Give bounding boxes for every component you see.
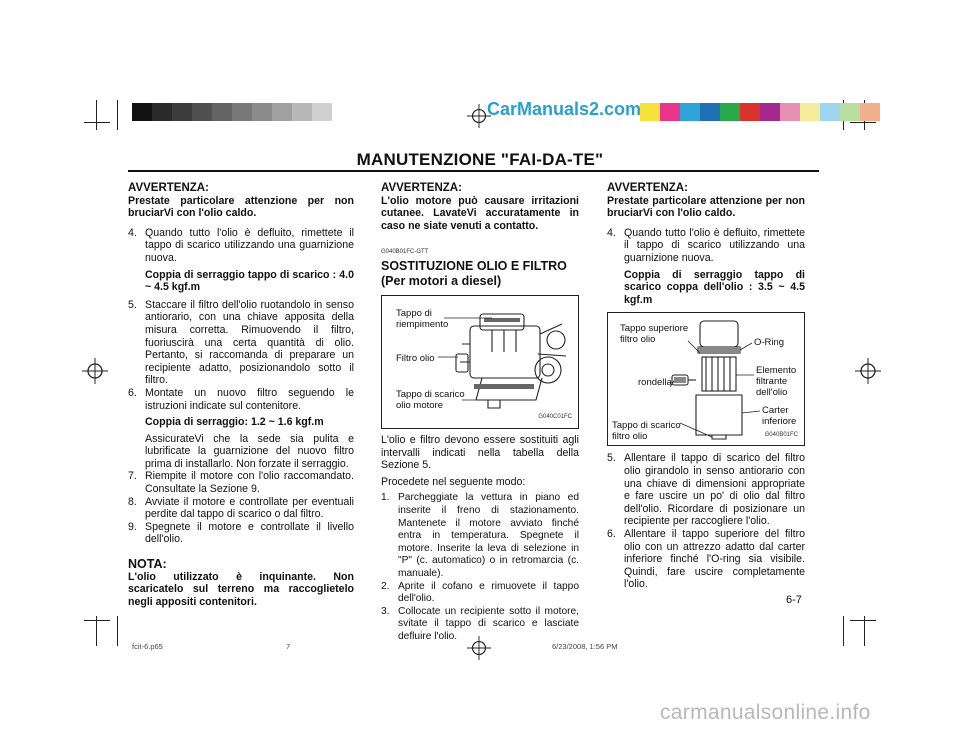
leader-lines [608,313,804,445]
color-swatch [760,103,780,121]
list-item: 4. Quando tutto l'olio è defluito, rimettete il tappo di scarico utilizzando una guarnizione nuova. [607,226,805,264]
grayscale-swatch [212,103,232,121]
grayscale-swatch [312,103,332,121]
warning-text: Prestate particolare attenzione per non bruciarVi con l'olio caldo. [128,194,354,220]
figure-code: G040B01FC [764,431,798,438]
figure-code: G040C01FC [538,414,572,421]
torque-drain: Coppia di serraggio tappo di scarico : 4.0 ~ 4.5 kgf.m [145,268,354,294]
warning-title: AVVERTENZA: [607,182,688,194]
label-o-ring: O-Ring [754,337,785,349]
registration-target-icon [82,358,108,384]
column-left [128,182,354,608]
torque-filter: Coppia di serraggio: 1.2 ~ 1.6 kgf.m [145,416,324,429]
list-item: 6. Montate un nuovo filtro seguendo le istruzioni indicate sul contenitore. [128,386,354,412]
list-item: 7. Riempite il motore con l'olio raccomandato. Consultate la Sezione 9. [128,470,354,496]
color-swatch [640,103,660,121]
label-lower-case: Carter inferiore [762,405,797,428]
color-swatch [720,103,740,121]
registration-target-icon [855,358,881,384]
footer-file: fcit-6.p65 [132,642,163,651]
color-swatch [740,103,760,121]
color-swatch [820,103,840,121]
warning-text: Prestate particolare attenzione per non bruciarVi con l'olio caldo. [607,194,805,220]
leader-lines [382,296,578,428]
column-right [607,182,805,591]
label-drain-plug: Tappo di scarico filtro olio [612,420,681,443]
list-item: 6. Allentare il tappo superiore del filtro olio con un attrezzo adatto dal carter inferiore finché l'O-ring sia visibile. Quindi, fare uscire completamente l'olio. [607,527,805,591]
grayscale-swatch [152,103,172,121]
label-filter-element: Elemento filtrante dell'olio [756,365,797,399]
watermark: carmanualsonline.info [660,701,871,724]
procedure-text: Procedete nel seguente modo: [381,475,526,488]
section-subtitle: (Per motori a diesel) [381,273,502,288]
grayscale-swatch [252,103,272,121]
warning-title: AVVERTENZA: [381,182,462,194]
color-bar [640,103,880,121]
list-item: 5. Allentare il tappo di scarico del filtro olio girandolo in senso antiorario con una chiave di dimensioni appropriate e fare uscire un po' di olio dal filtro dell'olio. Ricordare di posizionare un recipiente per raccogliere l'olio. [607,452,805,528]
oil-filter-figure [607,312,805,446]
grayscale-swatch [232,103,252,121]
list-item: 5. Staccare il filtro dell'olio ruotandolo in senso antiorario, con una chiave apposita della misura corretta. Rimuovendo il filtro, fuoriuscirà una certa quantità di olio. Pertanto, si raccomanda di preparare un recipiente adatto, posizionandolo sotto il filtro. [128,298,354,387]
torque-drain: Coppia di serraggio tappo di scarico coppa dell'olio : 3.5 ~ 4.5 kgf.m [624,268,805,306]
label-oil-filter: Filtro olio [396,352,435,364]
warning-title: AVVERTENZA: [128,182,209,194]
grayscale-swatch [172,103,192,121]
list-item: 9. Spegnete il motore e controllate il livello dell'olio. [128,520,354,546]
color-swatch [800,103,820,121]
list-item: 1. Parcheggiate la vettura in piano ed inserite il freno di stazionamento. Mantenete il motore avviato finché entra in temperatura. Spegnete il motore. Inserite la leva di selezione in "P" (c. automatico) o in retromarcia (c. manuale). [381,492,579,579]
color-swatch [780,103,800,121]
footer-date: 6/23/2008, 1:56 PM [552,642,618,651]
grayscale-swatch [292,103,312,121]
intro-text: L'olio e filtro devono essere sostituiti agli intervalli indicati nella tabella della Sezione 5. [381,433,579,472]
assure-text: AssicurateVi che la sede sia pulita e lubrificate la guarnizione del nuovo filtro prima di installarlo. Non forzate il serraggio. [145,432,354,470]
list-item: 4. Quando tutto l'olio è defluito, rimettete il tappo di scarico utilizzando una guarnizione nuova. [128,226,354,264]
color-swatch [660,103,680,121]
engine-figure [381,295,579,429]
column-middle [381,182,579,643]
color-swatch [860,103,880,121]
page-number: 6-7 [786,594,802,606]
label-drain-plug: Tappo di scarico olio motore [396,388,465,411]
grayscale-bar [132,103,332,121]
section-code: G040B01FC-GTT [381,249,429,256]
list-item: 8. Avviate il motore e controllate per eventuali perdite dal tappo di scarico o dal filtro. [128,495,354,521]
list-item: 3. Collocate un recipiente sotto il motore, svitate il tappo di scarico e lasciate defluire l'olio. [381,605,579,642]
color-swatch [840,103,860,121]
color-swatch [680,103,700,121]
grayscale-swatch [132,103,152,121]
site-logo: CarManuals2.com [487,99,642,119]
label-top-cap: Tappo superiore filtro olio [620,323,689,346]
label-washer: rondella [638,377,672,389]
warning-text: L'olio motore può causare irritazioni cutanee. LavateVi accuratamente in caso ne siate venuti a contatto. [381,194,579,232]
page-title: MANUTENZIONE "FAI-DA-TE" [356,150,604,169]
footer-page: 7 [286,642,291,651]
section-title: SOSTITUZIONE OLIO E FILTRO [381,258,567,273]
note-title: NOTA: [128,557,167,572]
color-swatch [700,103,720,121]
grayscale-swatch [272,103,292,121]
label-fill-cap: Tappo di riempimento [396,307,449,330]
title-rule [128,170,819,172]
note-text: L'olio utilizzato è inquinante. Non scaricatelo sul terreno ma raccoglietelo negli appositi contenitori. [128,570,354,608]
list-item: 2. Aprite il cofano e rimuovete il tappo dell'olio. [381,580,579,605]
grayscale-swatch [192,103,212,121]
